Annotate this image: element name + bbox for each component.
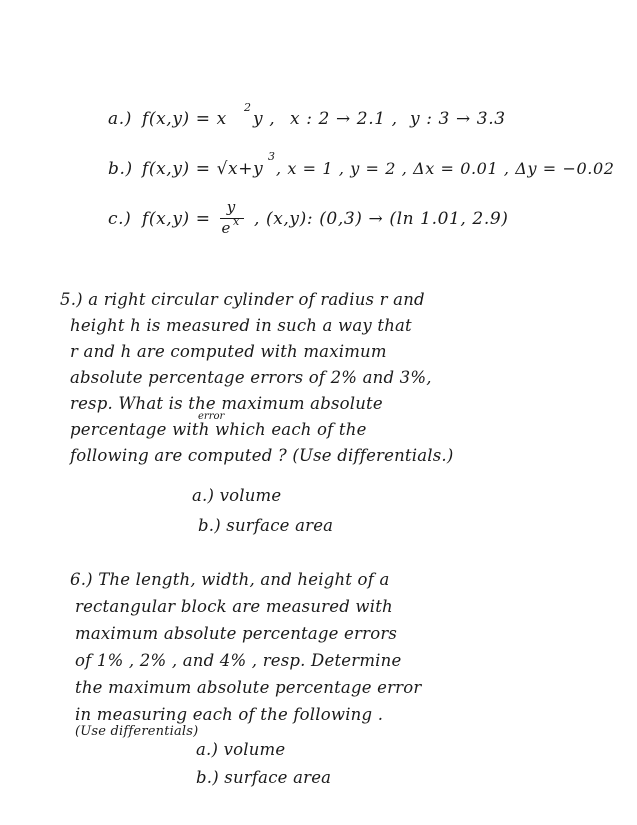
problem-4c-label: c.) [108,209,132,229]
problem-4c-denominator: e [221,219,231,237]
problem-5-line-3: r and h are computed with maximum [70,342,387,361]
problem-4a-y-range: y : 3 → 3.3 [410,109,506,129]
problem-4a-function-tail: y , [253,109,276,129]
problem-4b-label: b.) [108,159,133,179]
problem-5-line-4: absolute percentage errors of 2% and 3%, [70,368,432,387]
problem-6-line-2: rectangular block are measured with [75,597,393,616]
problem-6-line-3: maximum absolute percentage errors [75,624,398,643]
problem-5-line-6: percentage with which each of the [70,420,367,439]
problem-4a-label: a.) [108,109,132,129]
problem-5-inserted-word: error [198,411,225,422]
problem-4c-numerator: y [226,198,236,216]
problem-4c-function: f(x,y) = [142,209,211,229]
problem-4b-conditions: , x = 1 , y = 2 , Δx = 0.01 , Δy = −0.02 [276,159,615,178]
problem-4b-function: f(x,y) = √x+y [142,159,264,179]
problem-6-line-4: of 1% , 2% , and 4% , resp. Determine [75,651,402,670]
problem-5-part-a: a.) volume [192,486,282,505]
problem-5-line-2: height h is measured in such a way that [70,316,412,335]
problem-4c-conditions: , (x,y): (0,3) → (ln 1.01, 2.9) [254,209,509,229]
problem-4a-function: f(x,y) = x [142,109,227,129]
problem-6-line-5: the maximum absolute percentage error [75,678,422,697]
problem-4a-x-range: x : 2 → 2.1 , [290,109,398,129]
problem-4a-exponent: 2 [244,101,251,114]
problem-5-line-1: 5.) a right circular cylinder of radius r and [60,290,425,309]
problem-5-line-7: following are computed ? (Use differentials.) [70,446,454,465]
problem-6-part-b: b.) surface area [196,768,332,787]
problem-4c-denominator-exp: x [233,215,240,228]
problem-4b-exponent: 3 [268,150,275,163]
problem-6-part-a: a.) volume [196,740,286,759]
problem-5-part-b: b.) surface area [198,516,334,535]
problem-6-line-1: 6.) The length, width, and height of a [70,570,390,589]
problem-6-line-6: in measuring each of the following . [75,705,384,724]
problem-5-line-5: resp. What is the maximum absolute [70,394,383,413]
problem-6-note: (Use differentials) [75,724,199,739]
